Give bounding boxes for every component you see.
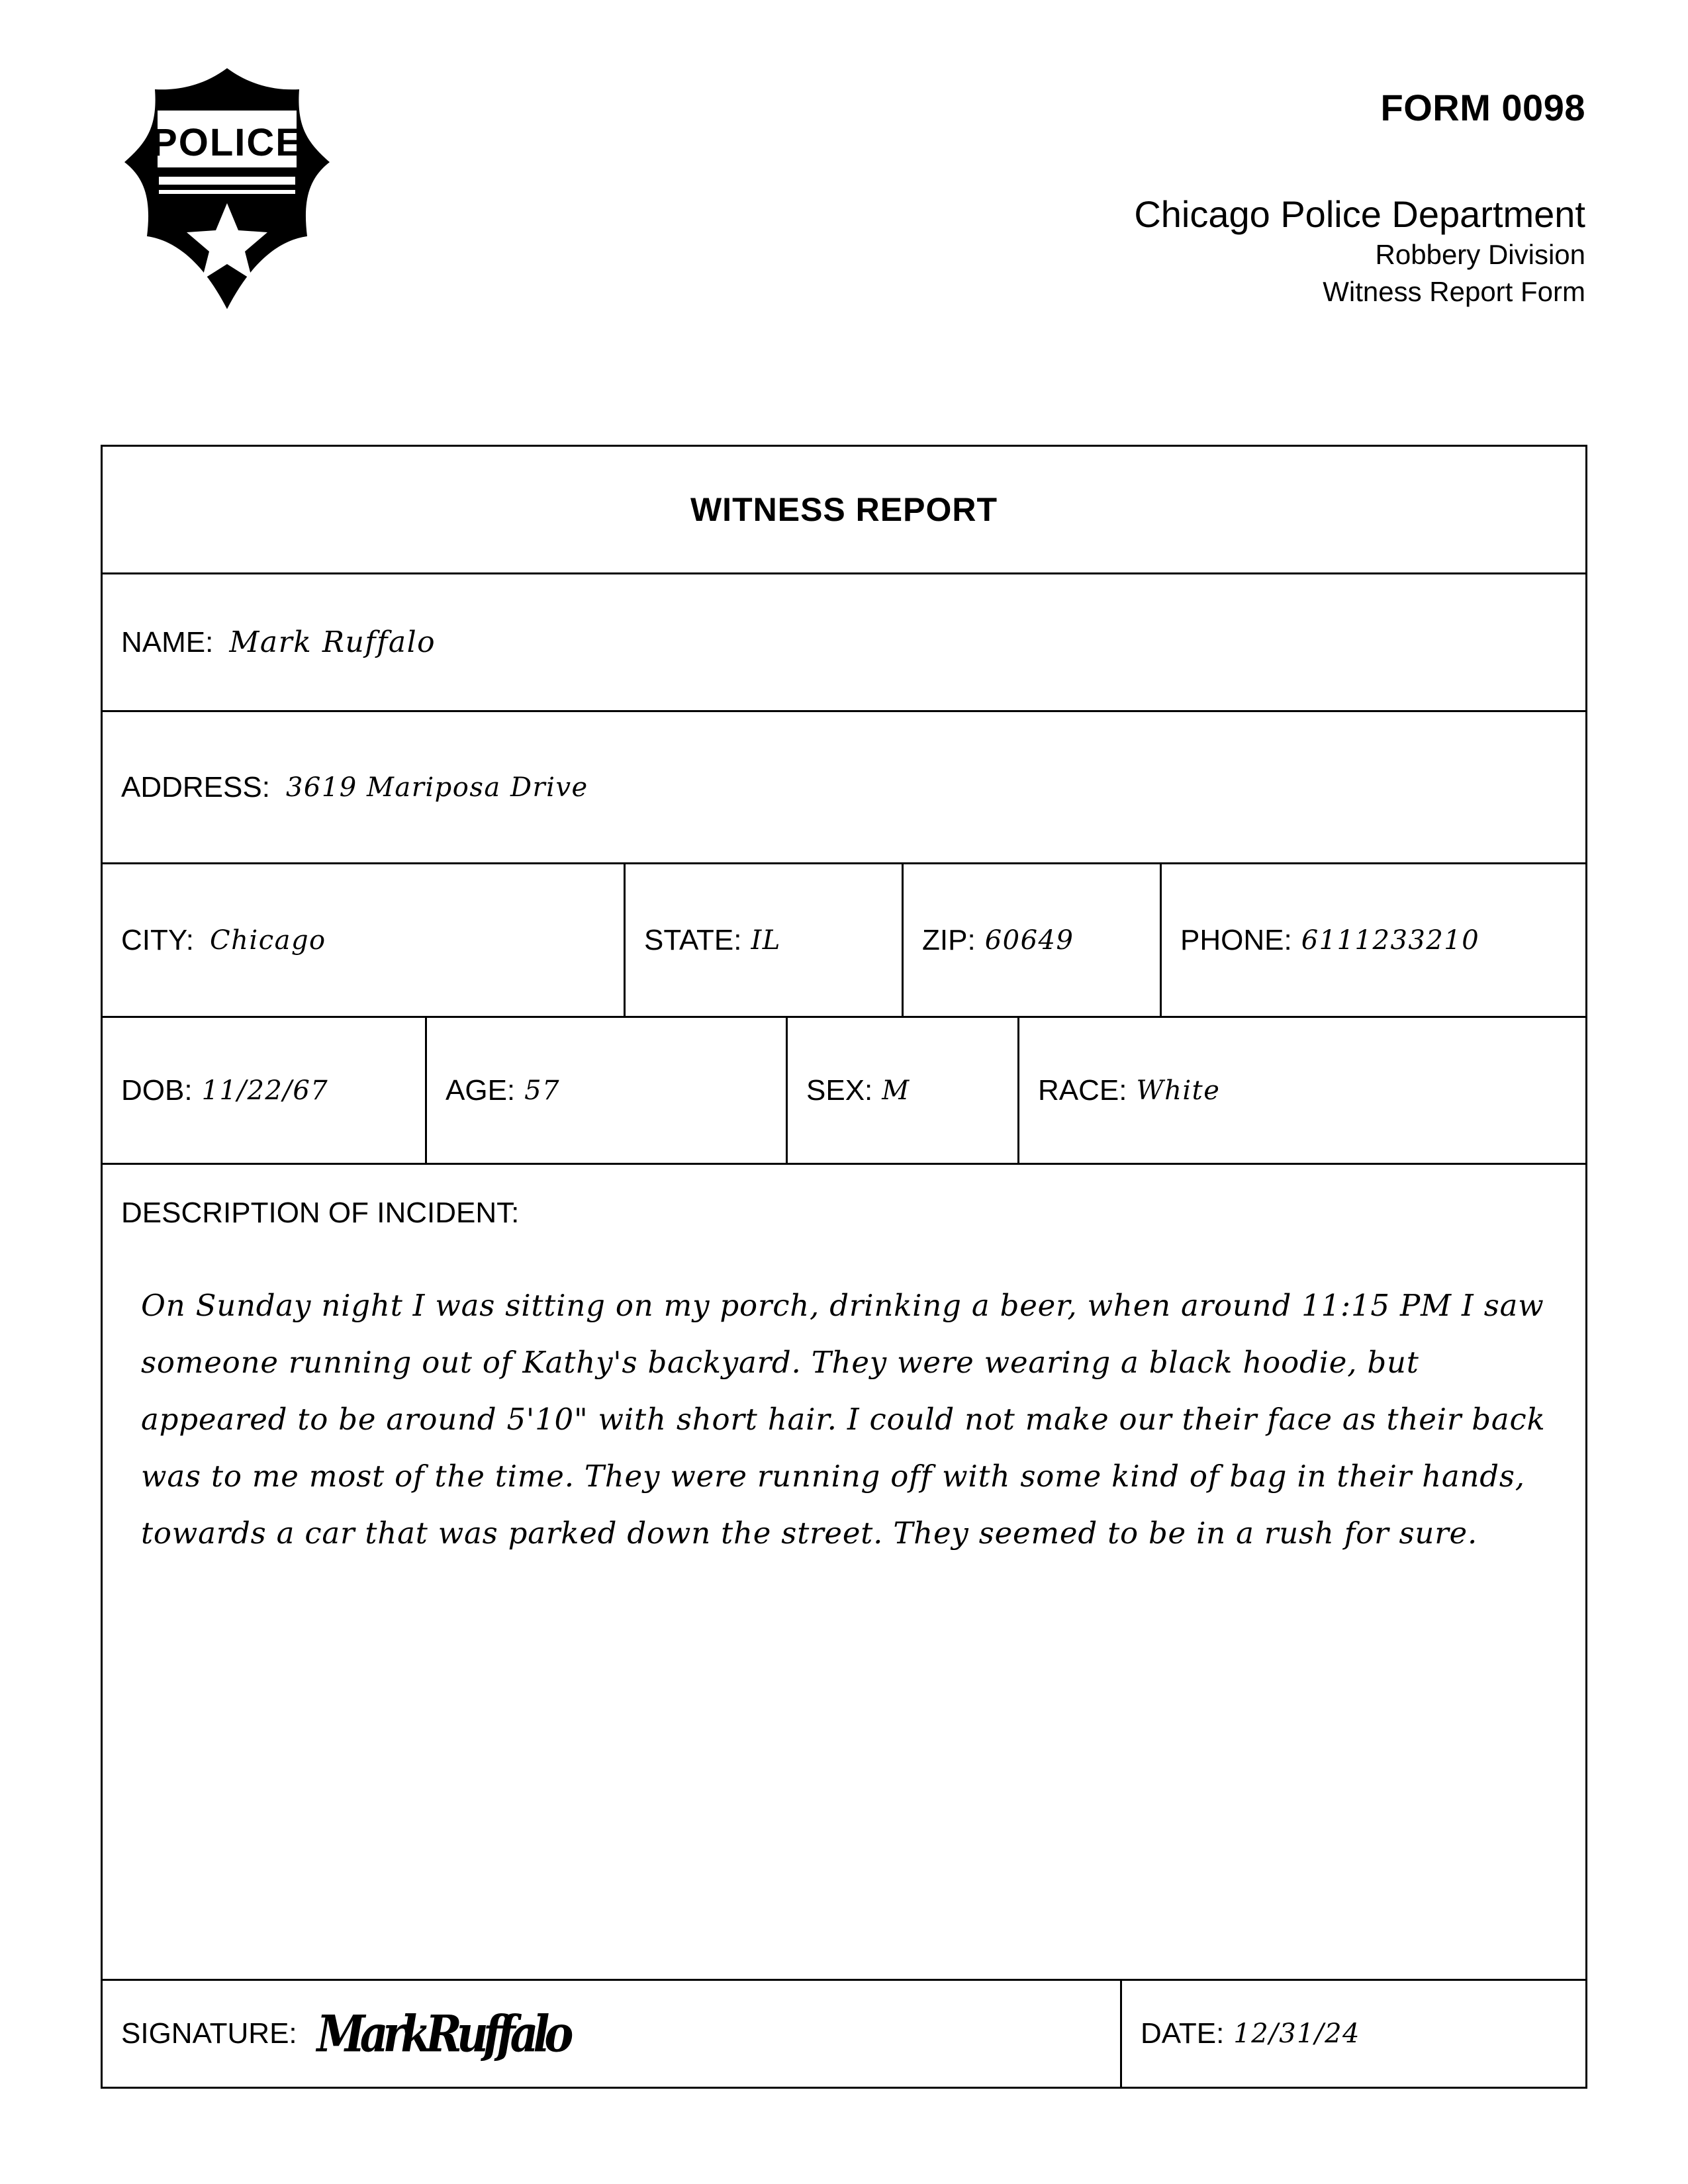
dob-value[interactable]: 11/22/67 — [201, 1075, 329, 1106]
table-row-description — [103, 1165, 1585, 1981]
zip-value[interactable]: 60649 — [984, 925, 1074, 956]
age-cell — [427, 1018, 788, 1163]
age-label: AGE: — [445, 1073, 516, 1107]
address-value[interactable]: 3619 Mariposa Drive — [285, 772, 588, 803]
report-title-cell — [103, 447, 1585, 572]
dob-label: DOB: — [121, 1073, 193, 1107]
page-header — [0, 0, 1688, 371]
state-value[interactable]: IL — [751, 925, 781, 956]
signature-label: SIGNATURE: — [121, 2017, 297, 2050]
name-label: NAME: — [121, 625, 214, 659]
phone-cell — [1162, 864, 1585, 1016]
city-cell — [103, 864, 626, 1016]
date-cell — [1122, 1981, 1585, 2087]
state-label: STATE: — [644, 923, 742, 956]
date-value[interactable]: 12/31/24 — [1233, 2019, 1360, 2049]
state-cell — [626, 864, 904, 1016]
svg-text:POLICE: POLICE — [152, 121, 303, 164]
description-label: DESCRIPTION OF INCIDENT: — [121, 1197, 520, 1229]
sex-label: SEX: — [806, 1073, 873, 1107]
table-row-title — [103, 447, 1585, 574]
table-row-name — [103, 574, 1585, 712]
race-label: RACE: — [1038, 1073, 1127, 1107]
address-label: ADDRESS: — [121, 770, 270, 803]
table-row-location — [103, 864, 1585, 1018]
witness-report-table — [101, 445, 1587, 2089]
dob-cell — [103, 1018, 427, 1163]
zip-label: ZIP: — [922, 923, 976, 956]
police-badge-icon — [118, 63, 336, 347]
city-value[interactable]: Chicago — [210, 925, 326, 956]
phone-label: PHONE: — [1180, 923, 1292, 956]
description-value[interactable]: On Sunday night I was sitting on my porch, drinking a beer, when around 11:15 PM I saw someone running out of Kathy's backyard. They were wearing a black hoodie, but appeared to be around 5'10" with short hair. I could not make our their face as their back was to me most of the time. They were running off with some kind of bag in their hands, towards a car that was parked down the street. They seemed to be in a rush for sure. — [141, 1288, 1546, 1551]
sex-cell — [788, 1018, 1019, 1163]
form-number: FORM 0098 — [1380, 87, 1585, 128]
signature-cell — [103, 1981, 1122, 2087]
table-row-signature — [103, 1981, 1585, 2087]
department-name: Chicago Police Department — [1134, 193, 1585, 235]
division-name: Robbery Division — [1375, 239, 1585, 271]
address-cell — [103, 712, 1585, 862]
city-label: CITY: — [121, 923, 195, 956]
signature-value[interactable]: MarkRuffalo — [316, 2004, 569, 2064]
description-cell — [103, 1165, 1585, 1979]
name-value[interactable]: Mark Ruffalo — [229, 625, 436, 659]
table-row-demographics — [103, 1018, 1585, 1165]
form-title: Witness Report Form — [1323, 275, 1585, 307]
race-cell — [1019, 1018, 1585, 1163]
phone-value[interactable]: 6111233210 — [1301, 925, 1480, 956]
name-cell — [103, 574, 1585, 710]
report-title: WITNESS REPORT — [690, 491, 998, 528]
date-label: DATE: — [1141, 2017, 1225, 2050]
race-value[interactable]: White — [1136, 1075, 1221, 1106]
table-row-address — [103, 712, 1585, 864]
sex-value[interactable]: M — [882, 1075, 910, 1106]
department-block — [1134, 192, 1585, 310]
age-value[interactable]: 57 — [524, 1075, 561, 1106]
zip-cell — [904, 864, 1162, 1016]
